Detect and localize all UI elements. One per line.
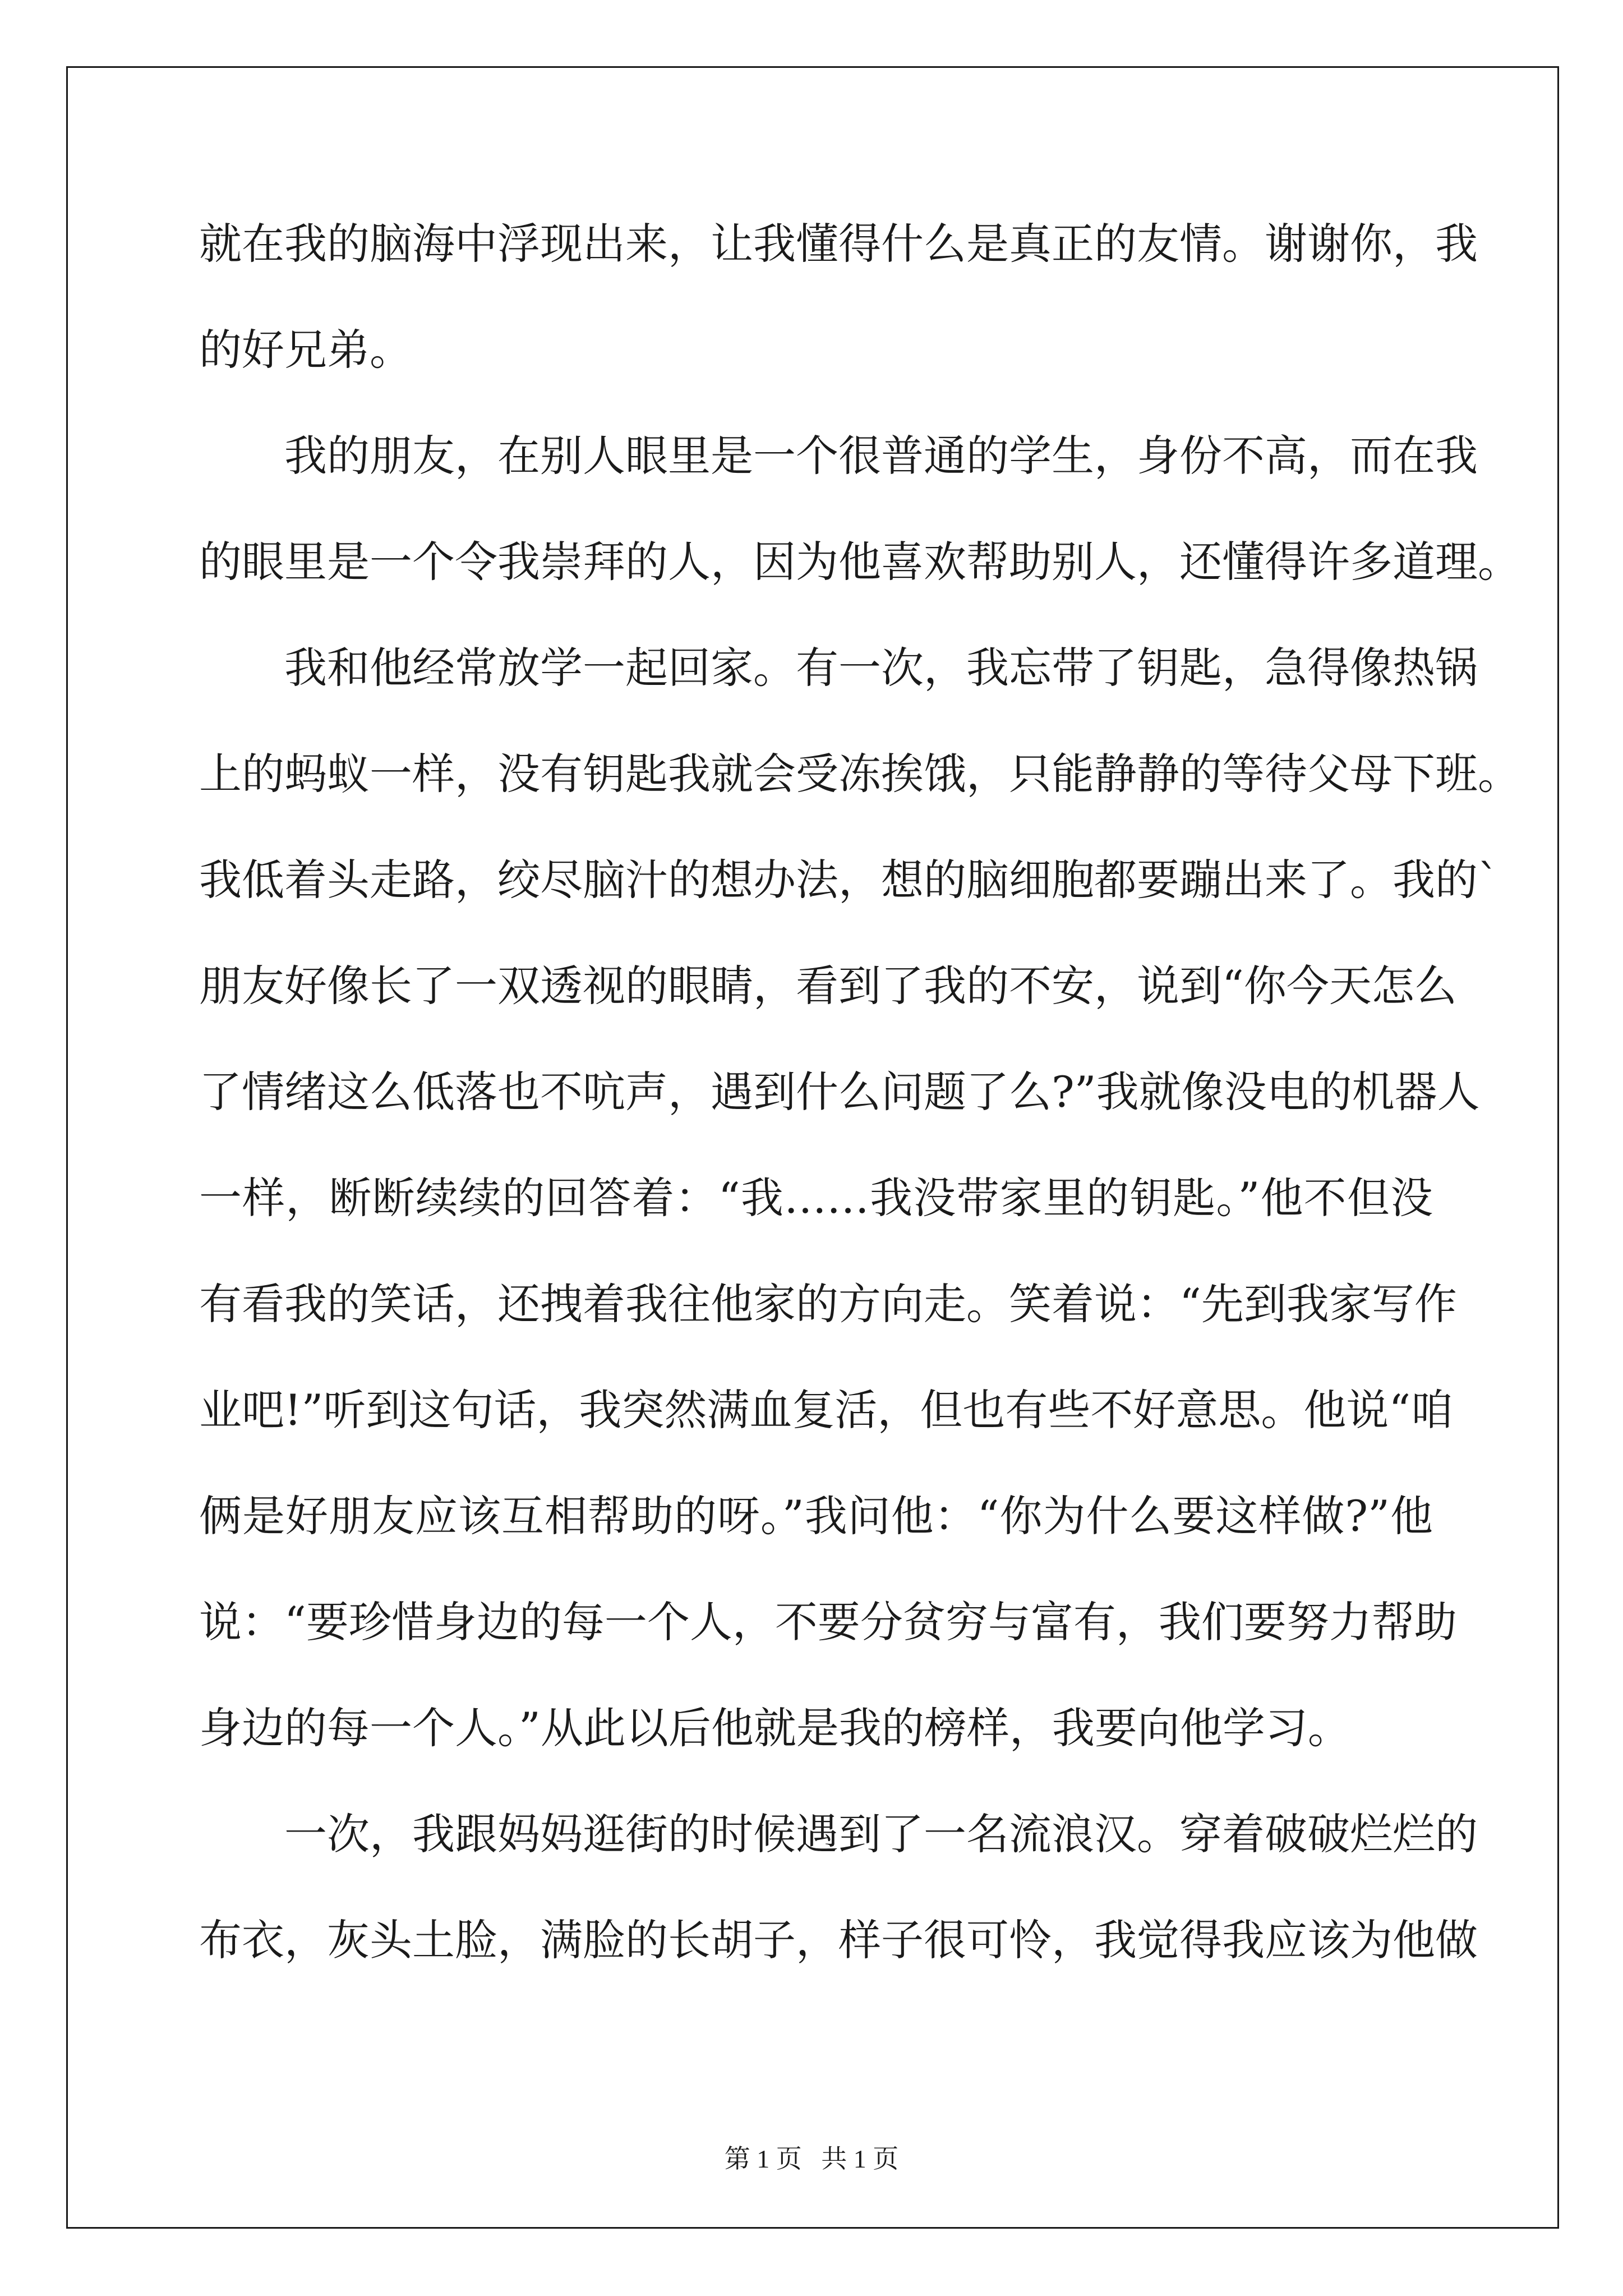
- text-line: 上的蚂蚁一样，没有钥匙我就会受冻挨饿，只能静静的等待父母下班。: [199, 749, 1520, 799]
- text-line: 朋友好像长了一双透视的眼睛，看到了我的不安，说到“你今天怎么: [199, 961, 1457, 1011]
- text-line: 的好兄弟。: [199, 325, 412, 375]
- text-line: 我的朋友，在别人眼里是一个很普通的学生，身份不高，而在我: [284, 431, 1478, 481]
- text-line: 说：“要珍惜身边的每一个人，不要分贫穷与富有，我们要努力帮助: [199, 1597, 1457, 1647]
- text-line: 我低着头走路，绞尽脑汁的想办法，想的脑细胞都要蹦出来了。我的`: [199, 855, 1499, 905]
- text-line: 一次，我跟妈妈逛街的时候遇到了一名流浪汉。穿着破破烂烂的: [284, 1809, 1478, 1859]
- text-line: 我和他经常放学一起回家。有一次，我忘带了钥匙，急得像热锅: [284, 643, 1478, 693]
- text-line: 的眼里是一个令我崇拜的人，因为他喜欢帮助别人，还懂得许多道理。: [199, 537, 1520, 587]
- document-body: [199, 191, 1520, 1993]
- text-line: 就在我的脑海中浮现出来，让我懂得什么是真正的友情。谢谢你，我: [199, 219, 1478, 269]
- page-number-footer: 第 1 页 共 1 页: [724, 2145, 899, 2173]
- text-line: 业吧!”听到这句话，我突然满血复活，但也有些不好意思。他说“咱: [199, 1385, 1454, 1435]
- text-line: 了情绪这么低落也不吭声，遇到什么问题了么?”我就像没电的机器人: [199, 1067, 1480, 1117]
- text-line: 俩是好朋友应该互相帮助的呀。”我问他：“你为什么要这样做?”他: [199, 1491, 1433, 1541]
- text-line: 有看我的笑话，还拽着我往他家的方向走。笑着说：“先到我家写作: [199, 1279, 1457, 1329]
- text-line: 布衣，灰头土脸，满脸的长胡子，样子很可怜，我觉得我应该为他做: [199, 1915, 1478, 1965]
- text-line: 一样，断断续续的回答着：“我……我没带家里的钥匙。”他不但没: [199, 1173, 1433, 1223]
- text-line: 身边的每一个人。”从此以后他就是我的榜样，我要向他学习。: [199, 1703, 1350, 1753]
